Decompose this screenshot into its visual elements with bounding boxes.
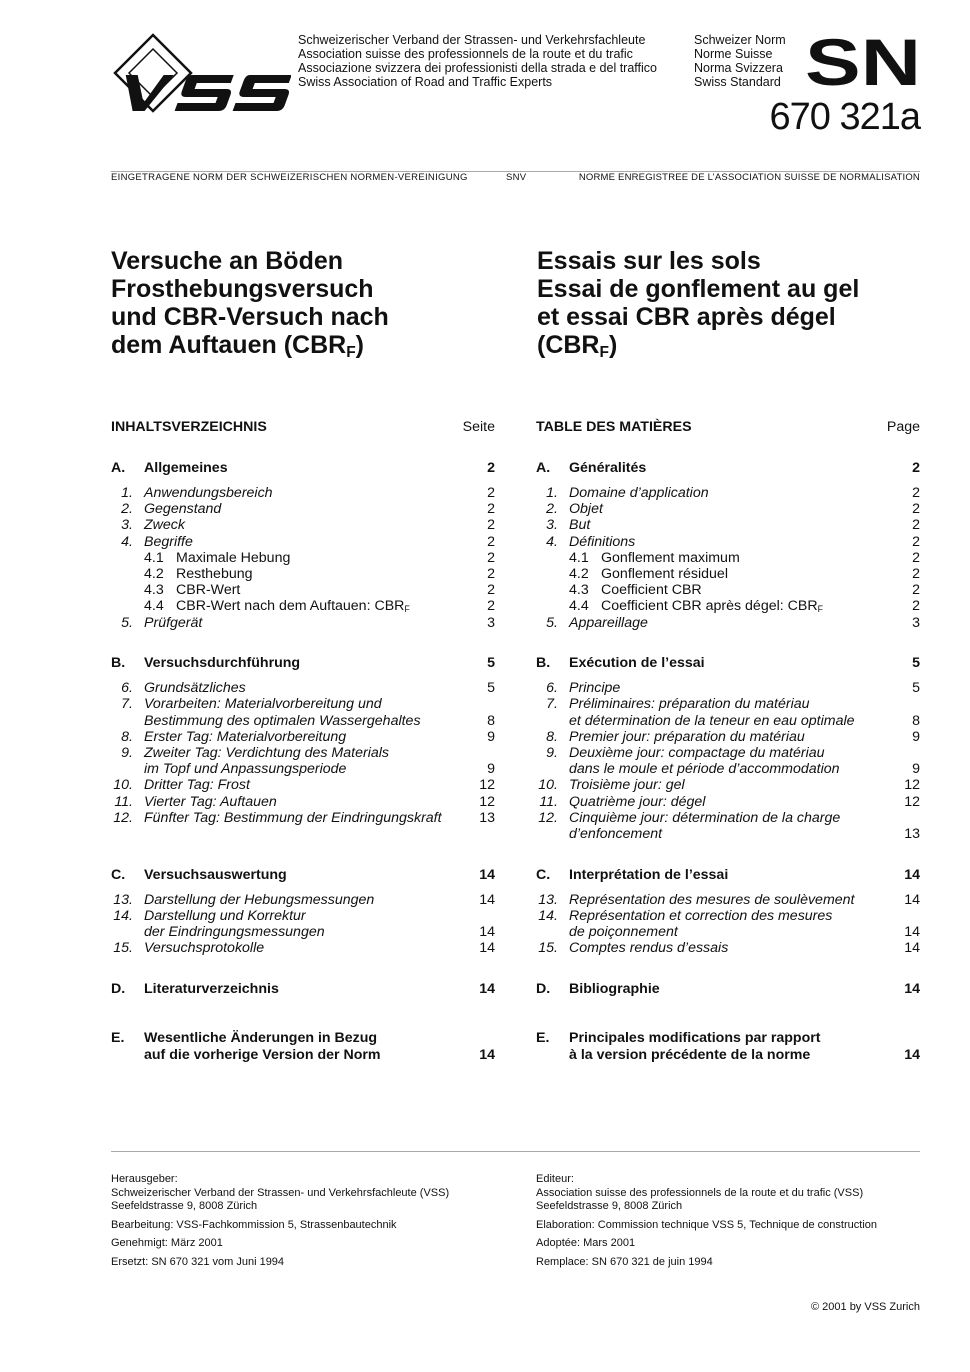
toc-section-continued[interactable]: auf die vorherige Version der Norm 14 — [144, 1046, 495, 1063]
toc-item-continued[interactable]: de poiçonnement 14 — [569, 923, 920, 940]
toc-item[interactable]: 1. Anwendungsbereich 2 — [121, 485, 495, 501]
registered-norm-fr: NORME ENREGISTREE DE L’ASSOCIATION SUISSE DE NORMALISATION — [578, 172, 920, 183]
toc-section[interactable]: D. Literaturverzeichnis 14 — [111, 980, 495, 997]
toc-subitem[interactable]: 4.3 Coefficient CBR 2 — [569, 582, 920, 599]
toc-subitem[interactable]: 4.4 Coefficient CBR après dégel: $CBR_F$ 2 — [569, 598, 920, 615]
toc-item[interactable]: 9. Zweiter Tag: Verdichtung des Materials — [121, 744, 389, 761]
toc-item-continued[interactable]: der Eindringungsmessungen 14 — [144, 923, 495, 940]
toc-item[interactable]: 4. Begriffe 2 — [121, 533, 495, 550]
toc-item[interactable]: 8. Erster Tag: Materialvorbereitung 9 — [121, 728, 495, 745]
toc-section[interactable]: A. Allgemeines 2 — [111, 460, 495, 476]
toc-item[interactable]: 5. Appareillage 3 — [546, 614, 920, 631]
toc-title: INHALTSVERZEICHNIS — [111, 419, 267, 435]
toc-item[interactable]: 3. But 2 — [546, 517, 920, 534]
toc-page-label: Page — [886, 419, 920, 435]
toc-title: TABLE DES MATIÈRES — [536, 419, 692, 435]
publisher-name: Association suisse des professionnels de la route et du trafic (VSS) — [536, 1186, 864, 1199]
toc-item[interactable]: 7. Vorarbeiten: Materialvorbereitung und — [121, 696, 382, 713]
org-line: Swiss Association of Road and Traffic Experts — [298, 75, 553, 89]
replaces-info: Remplace: SN 670 321 de juin 1994 — [536, 1255, 713, 1268]
publisher-label: Herausgeber: — [111, 1173, 178, 1185]
toc-item-continued[interactable]: dans le moule et période d’accommodation 9 — [569, 761, 920, 778]
norm-type-line: Norma Svizzera — [694, 61, 783, 75]
org-line: Schweizerischer Verband der Strassen- und Verkehrsfachleute — [298, 33, 646, 47]
toc-item[interactable]: 11. Vierter Tag: Auftauen 12 — [114, 793, 495, 810]
publisher-name: Schweizerischer Verband der Strassen- und Verkehrsfachleute (VSS) — [111, 1186, 450, 1199]
title-line: Frosthebungsversuch — [111, 275, 374, 303]
toc-subitem[interactable]: 4.3 CBR-Wert 2 — [144, 582, 495, 599]
toc-item[interactable]: 6. Grundsätzliches 5 — [121, 680, 495, 697]
toc-item[interactable]: 5. Prüfgerät 3 — [121, 614, 495, 631]
toc-section[interactable]: E. Principales modifications par rapport — [536, 1029, 821, 1046]
toc-item-continued[interactable]: Bestimmung des optimalen Wassergehaltes 8 — [144, 712, 495, 729]
toc-item[interactable]: 3. Zweck 2 — [121, 517, 495, 534]
org-line: Associazione svizzera dei professionisti della strada e del traffico — [298, 61, 657, 75]
toc-item[interactable]: 12. Cinquième jour: détermination de la charge — [538, 809, 841, 826]
approval-date: Adoptée: Mars 2001 — [536, 1237, 636, 1249]
toc-heading — [111, 419, 495, 436]
toc-section[interactable]: D. Bibliographie 14 — [536, 980, 920, 997]
editing-info: Bearbeitung: VSS-Fachkommission 5, Strassenbautechnik — [111, 1218, 397, 1231]
publisher-label: Editeur: — [536, 1173, 574, 1185]
toc-item[interactable]: 2. Gegenstand 2 — [121, 501, 495, 518]
title-line: Essais sur les sols — [537, 247, 761, 275]
title-line: dem Auftauen $(CBR_F)$ — [111, 331, 364, 361]
toc-page-label: Seite — [462, 419, 495, 435]
copyright: © 2001 by VSS Zurich — [811, 1301, 920, 1313]
norm-type-line: Norme Suisse — [694, 47, 773, 61]
title-line: et essai CBR après dégel — [537, 303, 836, 331]
toc-item[interactable]: 14. Représentation et correction des mesures — [538, 907, 833, 924]
toc-item[interactable]: 13. Darstellung der Hebungsmessungen 14 — [113, 891, 495, 908]
organisation-names — [298, 33, 657, 89]
toc-item[interactable]: 15. Comptes rendus d’essais 14 — [538, 940, 920, 957]
org-line: Association suisse des professionnels de la route et du trafic — [298, 47, 633, 61]
toc-item[interactable]: 7. Préliminaires: préparation du matériau — [546, 696, 810, 713]
toc-section[interactable]: B. Exécution de l’essai 5 — [536, 655, 920, 672]
editing-info: Elaboration: Commission technique VSS 5, Technique de construction — [536, 1218, 877, 1231]
norm-type-line: Schweizer Norm — [694, 33, 786, 47]
toc-item[interactable]: 12. Fünfter Tag: Bestimmung der Eindringungskraft 13 — [113, 809, 495, 826]
toc-item[interactable]: 8. Premier jour: préparation du matériau 9 — [546, 728, 920, 745]
vss-logo — [111, 33, 291, 115]
toc-de — [111, 419, 495, 1072]
title-line: $(CBR_F)$ — [537, 331, 618, 361]
toc-heading — [536, 419, 920, 436]
toc-section[interactable]: B. Versuchsdurchführung 5 — [111, 655, 495, 672]
toc-item-continued[interactable]: im Topf und Anpassungsperiode 9 — [144, 761, 495, 778]
toc-item[interactable]: 10. Troisième jour: gel 12 — [538, 777, 920, 794]
toc-section[interactable]: E. Wesentliche Änderungen in Bezug — [111, 1029, 378, 1046]
footer-fr — [536, 1173, 916, 1274]
title-line: Essai de gonflement au gel — [537, 275, 860, 303]
sn-logo — [805, 36, 921, 88]
replaces-info: Ersetzt: SN 670 321 vom Juni 1994 — [111, 1255, 285, 1268]
toc-item[interactable]: 13. Représentation des mesures de soulèvement 14 — [538, 891, 920, 908]
footer-de — [111, 1173, 491, 1274]
title-de — [111, 247, 389, 367]
toc-section[interactable]: A. Généralités 2 — [536, 460, 920, 476]
title-fr — [537, 247, 859, 367]
toc-item[interactable]: 11. Quatrième jour: dégel 12 — [539, 793, 920, 810]
toc-item[interactable]: 10. Dritter Tag: Frost 12 — [113, 777, 495, 794]
toc-fr — [536, 419, 920, 1072]
norm-type-line: Swiss Standard — [694, 75, 781, 89]
title-line: Versuche an Böden — [111, 247, 344, 275]
snv-label: SNV — [506, 172, 527, 183]
norm-type-labels — [694, 33, 786, 89]
title-line: und CBR-Versuch nach — [111, 303, 389, 331]
toc-subitem[interactable]: 4.1 Maximale Hebung 2 — [144, 549, 495, 566]
svg-text:SN: SN — [805, 36, 921, 88]
publisher-address: Seefeldstrasse 9, 8008 Zürich — [111, 1200, 258, 1212]
toc-item[interactable]: 1. Domaine d’application 2 — [546, 485, 920, 501]
toc-item[interactable]: 2. Objet 2 — [546, 501, 920, 518]
toc-item[interactable]: 4. Définitions 2 — [546, 533, 920, 550]
toc-item[interactable]: 14. Darstellung und Korrektur — [113, 907, 306, 924]
toc-item-continued[interactable]: et détermination de la teneur en eau optimale 8 — [569, 712, 920, 729]
toc-item[interactable]: 15. Versuchsprotokolle 14 — [113, 940, 495, 957]
publisher-address: Seefeldstrasse 9, 8008 Zürich — [536, 1200, 683, 1212]
toc-item[interactable]: 9. Deuxième jour: compactage du matériau — [546, 744, 825, 761]
toc-section-continued[interactable]: à la version précédente de la norme 14 — [569, 1046, 920, 1063]
approval-date: Genehmigt: März 2001 — [111, 1237, 223, 1249]
toc-subitem[interactable]: 4.2 Resthebung 2 — [144, 565, 495, 582]
toc-section[interactable]: C. Interprétation de l’essai 14 — [536, 866, 920, 883]
toc-subitem[interactable]: 4.4 CBR-Wert nach dem Auftauen: $CBR_F$ 2 — [144, 598, 495, 615]
norm-number: 670 321a — [769, 96, 920, 138]
toc-subitem[interactable]: 4.2 Gonflement résiduel 2 — [569, 565, 920, 582]
toc-item[interactable]: 6. Principe 5 — [546, 680, 920, 697]
registered-norm-de: EINGETRAGENE NORM DER SCHWEIZERISCHEN NORMEN-VEREINIGUNG — [111, 172, 468, 183]
toc-section[interactable]: C. Versuchsauswertung 14 — [111, 866, 495, 883]
toc-subitem[interactable]: 4.1 Gonflement maximum 2 — [569, 549, 920, 566]
footer-divider — [111, 1151, 920, 1152]
toc-item-continued[interactable]: d’enfoncement 13 — [569, 825, 920, 842]
